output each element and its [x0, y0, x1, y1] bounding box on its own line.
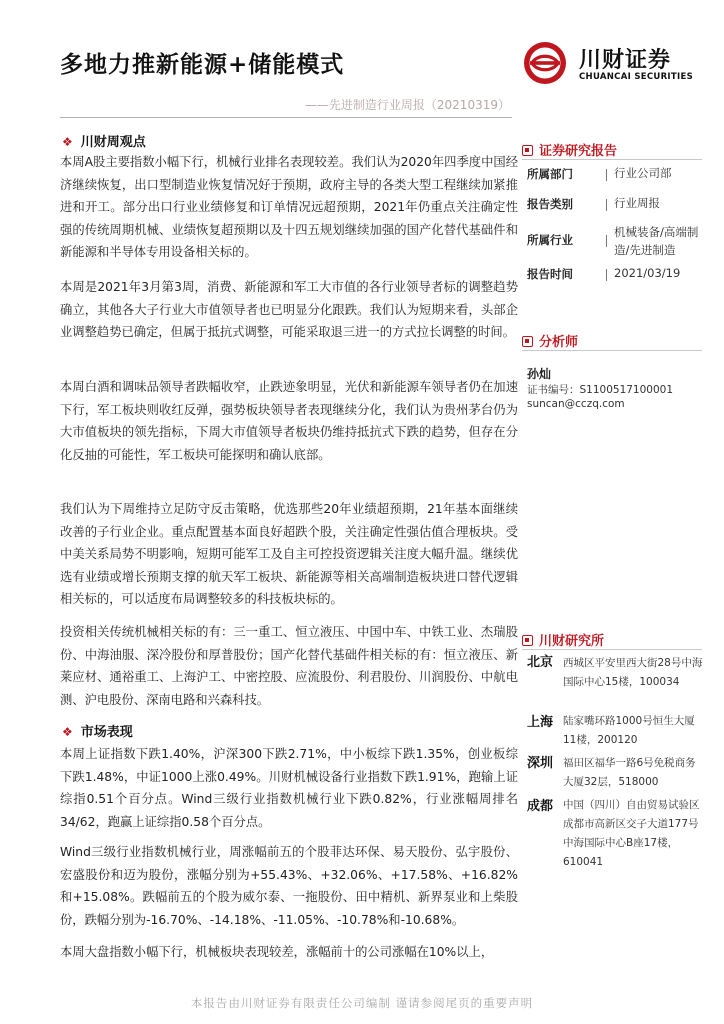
section-heading-viewpoint: ❖ 川财周观点	[62, 135, 146, 150]
office-city-chengdu: 成都	[527, 799, 554, 814]
office-city-beijing: 北京	[527, 655, 554, 670]
office-city-shanghai: 上海	[527, 715, 554, 730]
analyst-certificate: 证书编号：S1100517100001	[527, 384, 674, 396]
office-address-chengdu: 中国（四川）自由贸易试验区成都市高新区交子大道177号中海国际中心B座17楼，610041	[563, 799, 700, 868]
info-separator	[606, 235, 607, 247]
diamond-bullet-icon: ❖	[62, 135, 73, 149]
paragraph: 本周是2021年3月第3周，消费、新能源和军工大市值的各行业领导者标的调整趋势确立，其他各大子行业大市值领导者也已明显分化跟跌。我们认为短期来看，头部企业调整趋势已确定，但属于抵抗式调整，可能采取退三进一的方式拉长调整的时间。	[60, 280, 518, 339]
paragraph: 本周上证指数下跌1.40%，沪深300下跌2.71%，中小板综下跌1.35%，创业板综下跌1.48%，中证1000上涨0.49%。川财机械设备行业指数下跌1.91%，跑输上证综指0.51个百分点。Wind三级行业指数机械行业下跌0.82%，行业涨幅周排名34/62，跑赢上证综指0.58个百分点。	[60, 747, 518, 829]
info-value-industry: 机械装备/高端制造/先进制造	[614, 225, 699, 257]
sidebar-divider	[522, 350, 702, 351]
analyst-icon	[522, 336, 533, 347]
company-logo	[522, 40, 692, 92]
sidebar-divider	[522, 649, 702, 650]
sidebar-heading-report: 证券研究报告	[522, 140, 617, 159]
paragraph: 投资相关传统机械相关标的有：三一重工、恒立液压、中国中车、中铁工业、杰瑞股份、中海油服、深冷股份和厚普股份；国产化替代基础件相关标的有：恒立液压、新莱应材、通裕重工、上海沪工、中密控股、应流股份、利君股份、川润股份、中航电测、沪电股份、深南电路和兴森科技。	[60, 625, 518, 707]
paragraph: 本周A股主要指数小幅下行，机械行业排名表现较差。我们认为2020年四季度中国经济继续恢复，出口型制造业恢复情况好于预期，政府主导的各类大型工程继续加紧推进和开工。部分出口行业业绩修复和订单情况远超预期，2021年仍重点关注确定性强的传统周期机械、业绩恢复超预期以及十四五规划继续加强的国产化替代基础件和新能源和半导体专用设备相关标的。	[60, 155, 518, 259]
office-city-shenzhen: 深圳	[527, 756, 554, 771]
info-separator	[606, 169, 607, 181]
paragraph: 本周大盘指数小幅下行，机械板块表现较差，涨幅前十的公司涨幅在10%以上，	[60, 945, 494, 959]
footer-disclaimer: 本报告由川财证券有限责任公司编制 谨请参阅尾页的重要声明	[190, 996, 534, 1010]
info-label-industry: 所属行业	[527, 233, 573, 247]
sidebar-heading-institute: 川财研究所	[522, 630, 604, 649]
sidebar-heading-analyst: 分析师	[522, 331, 578, 350]
info-value-report-type: 行业周报	[614, 196, 660, 210]
header-divider	[60, 117, 512, 118]
logo-english-name: CHUANCAI SECURITIES	[579, 72, 693, 82]
analyst-name: 孙灿	[527, 367, 552, 381]
paragraph: Wind三级行业指数机械行业，周涨幅前五的个股菲达环保、易天股份、弘宇股份、宏盛股份和迈为股份，涨幅分别为+55.43%、+32.06%、+17.58%、+16.82%和+15.08%。跌幅前五的个股为威尔泰、一拖股份、田中精机、新界泵业和上柴股份，跌幅分别为-16.70%、-14.18%、-11.05%、-10.78%和-10.68%。	[60, 845, 518, 927]
diamond-bullet-icon: ❖	[62, 725, 73, 739]
info-value-department: 行业公司部	[614, 166, 672, 180]
report-icon	[522, 145, 533, 156]
paragraph: 我们认为下周维持立足防守反击策略，优选那些20年业绩超预期，21年基本面继续改善的子行业企业。重点配置基本面良好超跌个股，关注确定性强估值合理板块。受中美关系局势不明影响，短期可能军工及自主可控投资逻辑关注度大幅升温。继续优选有业绩或增长预期支撑的航天军工板块、新能源等相关高端制造板块进口替代逻辑相关标的，可以适度布局调整较多的科技板块标的。	[60, 502, 518, 606]
analyst-email[interactable]: suncan@cczq.com	[527, 398, 625, 410]
section-heading-market: ❖ 市场表现	[62, 725, 133, 740]
info-value-report-date: 2021/03/19	[614, 266, 681, 280]
office-address-beijing: 西城区平安里西大街28号中海国际中心15楼，100034	[563, 657, 703, 688]
sidebar-divider	[522, 159, 702, 160]
page-title: 多地力推新能源+储能模式	[60, 51, 345, 78]
info-separator	[606, 199, 607, 211]
paragraph: 本周白酒和调味品领导者跌幅收窄，止跌迹象明显，光伏和新能源车领导者仍在加速下行，军工板块则收红反弹，强势板块领导者表现继续分化，我们认为贵州茅台仍为大市值板块的领先指标，下周大市值领导者板块仍维持抵抗式下跌的趋势，但存在分化反抽的可能性，军工板块可能探明和确认底部。	[60, 380, 518, 462]
report-subtitle: ——先进制造行业周报（20210319）	[304, 98, 510, 112]
info-separator	[606, 269, 607, 281]
info-label-report-date: 报告时间	[527, 267, 573, 281]
chuancai-logo-icon	[522, 40, 568, 86]
office-address-shenzhen: 福田区福华一路6号免税商务大厦32层，518000	[563, 757, 696, 788]
logo-chinese-name: 川财证券	[579, 48, 672, 73]
info-label-report-type: 报告类别	[527, 197, 573, 211]
office-address-shanghai: 陆家嘴环路1000号恒生大厦11楼，200120	[563, 715, 695, 746]
institute-icon	[522, 635, 533, 646]
info-label-department: 所属部门	[527, 167, 573, 181]
